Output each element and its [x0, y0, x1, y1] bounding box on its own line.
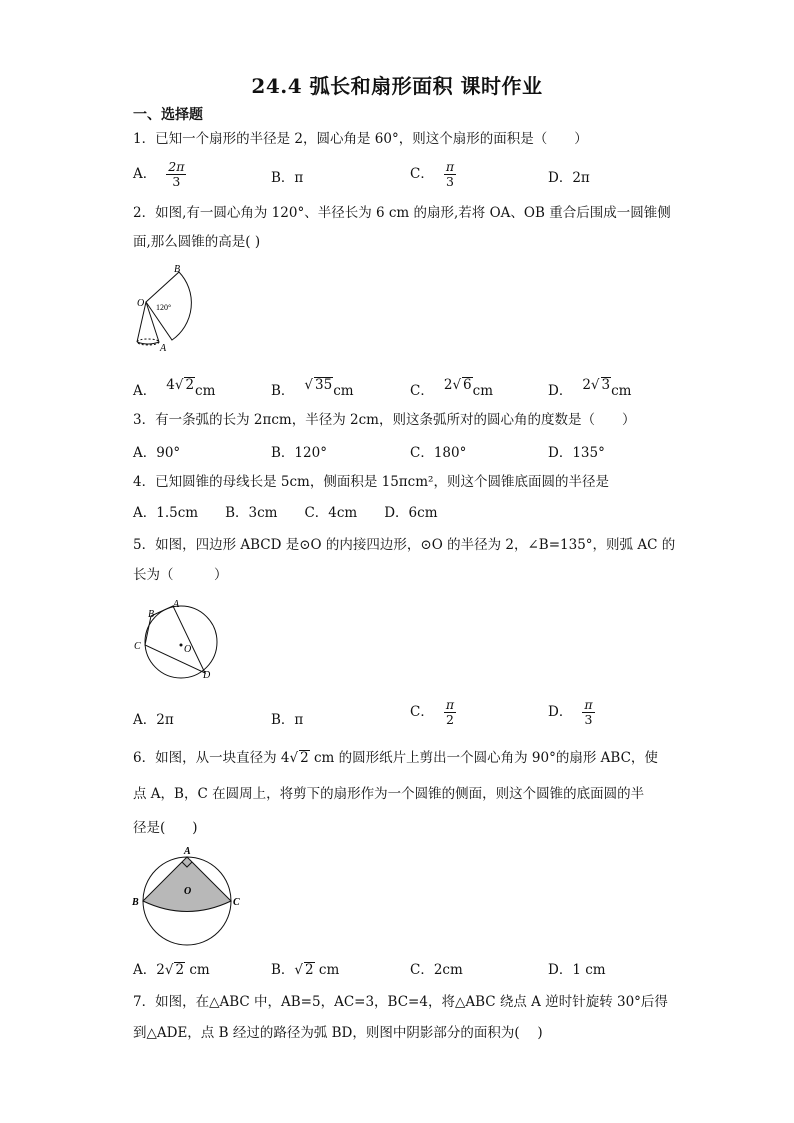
- q6-option-b: B．√ 2 cm: [271, 962, 340, 978]
- section-heading: 一、选择题: [133, 107, 203, 123]
- q2-option-b: B． √ 35cm: [271, 377, 354, 399]
- page-title: 24.4 弧长和扇形面积 课时作业: [251, 74, 543, 98]
- q5-stem-line1: 5．如图，四边形 ABCD 是⊙O 的内接四边形，⊙O 的半径为 2，∠B=135°，则弧 AC 的: [133, 537, 676, 553]
- q6-option-c: C．2cm: [410, 962, 463, 978]
- q1-option-d: D．2π: [548, 170, 590, 186]
- q3-option-c: C．180°: [410, 445, 467, 461]
- q4-options: A．1.5cm B．3cm C．4cm D．6cm: [133, 505, 438, 521]
- q6-label-c: C: [233, 897, 240, 908]
- q1-stem: 1．已知一个扇形的半径是 2，圆心角是 60°，则这个扇形的面积是（ ）: [133, 131, 588, 147]
- q6-stem-line2: 点 A，B，C 在圆周上，将剪下的扇形作为一个圆锥的侧面，则这个圆锥的底面圆的半: [133, 786, 645, 802]
- q6-option-a: A．2√ 2 cm: [133, 962, 210, 978]
- q1-option-c: C． $\frac{\pi}{3}$: [410, 159, 455, 189]
- q5-stem-line2: 长为（ ）: [133, 567, 228, 583]
- q2-stem-line2: 面,那么圆锥的高是( ): [133, 234, 261, 250]
- q5-label-d: D: [203, 670, 211, 681]
- q6-circle-sector-figure: [129, 842, 245, 950]
- q5-circle-figure: [131, 597, 221, 681]
- q2-stem-line1: 2．如图,有一圆心角为 120°、半径长为 6 cm 的扇形,若将 OA、OB 重合后围成一圆锥侧: [133, 205, 671, 221]
- q3-option-a: A．90°: [133, 445, 181, 461]
- q6-stem-line1: 6．如图，从一块直径为 4√ 2 cm 的圆形纸片上剪出一个圆心角为 90°的扇形 ABC，使: [133, 750, 658, 766]
- q6-label-o: O: [184, 886, 192, 897]
- q4-stem: 4．已知圆锥的母线长是 5cm，侧面积是 15πcm²，则这个圆锥底面圆的半径是: [133, 474, 609, 490]
- q2-option-a: A． 4√ 2cm: [133, 377, 216, 399]
- q5-label-o: O: [184, 644, 192, 655]
- q5-option-b: B．π: [271, 712, 304, 728]
- q6-option-d: D．1 cm: [548, 962, 606, 978]
- q5-label-a: A: [173, 599, 180, 610]
- q3-option-b: B．120°: [271, 445, 327, 461]
- q2-label-angle: 120°: [156, 303, 172, 312]
- q3-option-d: D．135°: [548, 445, 605, 461]
- q6-label-a: A: [184, 846, 191, 857]
- q1-option-b: B．π: [271, 170, 304, 186]
- q2-label-a: A: [160, 343, 167, 354]
- q2-option-d: D． 2√ 3cm: [548, 377, 632, 399]
- q1-option-a: A． $\frac{2\pi}{3}$: [133, 159, 185, 189]
- q7-stem-line1: 7．如图，在△ABC 中，AB=5，AC=3，BC=4，将△ABC 绕点 A 逆时针旋转 30°后得: [133, 994, 668, 1010]
- q5-label-b: B: [148, 609, 155, 620]
- q2-label-b: B: [174, 264, 181, 275]
- q5-option-a: A．2π: [133, 712, 174, 728]
- q5-label-c: C: [134, 641, 141, 652]
- q2-sector-cone-figure: [132, 262, 222, 354]
- q2-option-c: C． 2√ 6cm: [410, 377, 494, 399]
- q2-label-o: O: [137, 298, 145, 309]
- q6-stem-line3: 径是( ): [133, 820, 198, 836]
- q6-label-b: B: [132, 897, 139, 908]
- q7-stem-line2: 到△ADE，点 B 经过的路径为弧 BD，则图中阴影部分的面积为( ): [133, 1025, 543, 1041]
- q5-option-d: D． $\frac{\pi}{3}$: [548, 697, 593, 727]
- q5-option-c: C． $\frac{\pi}{2}$: [410, 697, 455, 727]
- q3-stem: 3．有一条弧的长为 2πcm，半径为 2cm，则这条弧所对的圆心角的度数是（ ）: [133, 412, 636, 428]
